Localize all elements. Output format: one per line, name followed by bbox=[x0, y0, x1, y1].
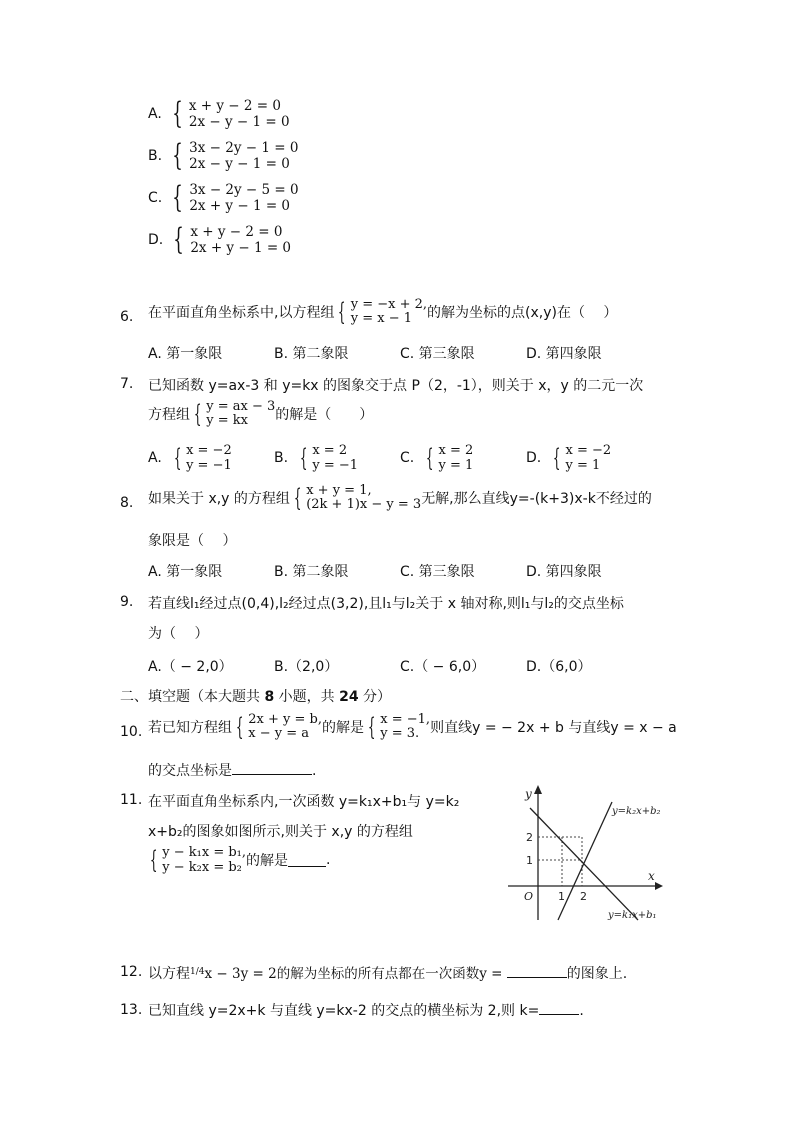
q8-option-c[interactable]: C. 第三象限 bbox=[400, 564, 475, 580]
question-text: x − 3y = 2的解为坐标的所有点都在一次函数y = bbox=[204, 966, 507, 982]
equation-line: x + y − 2 = 0 bbox=[190, 224, 283, 240]
equation-line: 2x + y = b, bbox=[248, 712, 322, 727]
equation-line: y = x − 1 bbox=[350, 311, 412, 326]
function-graph bbox=[500, 780, 680, 925]
equation-line: y = 3. bbox=[380, 726, 420, 741]
equation-line: y = 1 bbox=[565, 458, 601, 473]
q6-option-c[interactable]: C. 第三象限 bbox=[400, 346, 475, 362]
q6-option-b[interactable]: B. 第二象限 bbox=[274, 346, 349, 362]
equation-line: y = −1 bbox=[312, 458, 359, 473]
question-number: 9. bbox=[120, 594, 134, 610]
y-axis-arrow bbox=[534, 785, 542, 794]
q5-option-b[interactable]: B. { 3x − 2y − 1 = 0 2x − y − 1 = 0 bbox=[148, 138, 299, 173]
question-text: 在平面直角坐标系中,以方程组 bbox=[148, 305, 335, 321]
y-axis-label: y bbox=[525, 787, 532, 801]
x-tick-label: 2 bbox=[580, 890, 587, 903]
option-label: B. bbox=[274, 450, 289, 466]
equation-line: x = −1, bbox=[380, 712, 431, 727]
equation-line: 2x − y − 1 = 0 bbox=[189, 156, 290, 172]
q7-option-c[interactable]: C. { x = 2 y = 1 bbox=[400, 443, 474, 473]
option-label: C. bbox=[148, 190, 163, 206]
equation-line: x − y = a bbox=[248, 726, 310, 741]
q8-option-b[interactable]: B. 第二象限 bbox=[274, 564, 349, 580]
equation-line: 3x − 2y − 1 = 0 bbox=[189, 140, 299, 156]
option-label: D. bbox=[526, 450, 542, 466]
y-tick-label: 2 bbox=[526, 831, 533, 844]
question-text: 已知函数 y=ax-3 和 y=kx 的图象交于点 P（2，-1），则关于 x，y 的二元一次 bbox=[148, 378, 644, 394]
question-text: 的解是 bbox=[246, 853, 289, 869]
question-number: 13. bbox=[120, 1002, 143, 1018]
equation-line: (2k + 1)x − y = 3 bbox=[306, 497, 422, 512]
question-number: 12. bbox=[120, 964, 143, 980]
q7-option-a[interactable]: A. { x = −2 y = −1 bbox=[148, 443, 232, 473]
q8-option-d[interactable]: D. 第四象限 bbox=[526, 564, 602, 580]
equation-line: y − k₂x = b₂ bbox=[162, 860, 242, 875]
answer-blank[interactable] bbox=[232, 762, 312, 775]
equation-line: y = 1 bbox=[438, 458, 474, 473]
equation-line: 2x − y − 1 = 0 bbox=[188, 114, 290, 130]
equation-line: x + y = 1, bbox=[306, 483, 372, 498]
equation-line: 2x + y − 1 = 0 bbox=[189, 198, 291, 214]
q9-option-c[interactable]: C.（ − 6,0） bbox=[400, 659, 486, 675]
question-number: 8. bbox=[120, 495, 134, 511]
q9-option-d[interactable]: D.（6,0） bbox=[526, 659, 592, 675]
question-text: 的解为坐标的点(x,y)在（ ） bbox=[427, 305, 618, 321]
question-number: 10. bbox=[120, 724, 143, 740]
question-text: 在平面直角坐标系内,一次函数 y=k₁x+b₁与 y=k₂ bbox=[148, 794, 460, 810]
origin-label: O bbox=[524, 890, 534, 903]
equation-line: y = −1 bbox=[186, 458, 232, 473]
question-text: 若直线l₁经过点(0,4),l₂经过点(3,2),且l₁与l₂关于 x 轴对称,则l₁与l₂的交点坐标 bbox=[148, 596, 624, 612]
section-heading: 二、填空题（本大题共 8 小题，共 24 分） bbox=[120, 689, 392, 705]
equation-line: 3x − 2y − 5 = 0 bbox=[189, 182, 299, 198]
answer-blank[interactable] bbox=[507, 965, 567, 978]
option-label: C. bbox=[400, 450, 415, 466]
answer-blank[interactable] bbox=[288, 854, 326, 867]
question-number: 7. bbox=[120, 376, 134, 392]
line-k1-label: y=k₁x+b₁ bbox=[608, 910, 657, 921]
q7-option-d[interactable]: D. { x = −2 y = 1 bbox=[526, 443, 612, 473]
q9-option-a[interactable]: A.（ − 2,0） bbox=[148, 659, 233, 675]
option-label: A. bbox=[148, 106, 162, 122]
question-text: 则直线y = − 2x + b 与直线y = x − a bbox=[430, 720, 677, 736]
q5-option-c[interactable]: C. { 3x − 2y − 5 = 0 2x + y − 1 = 0 bbox=[148, 180, 299, 215]
q5-option-d[interactable]: D. { x + y − 2 = 0 2x + y − 1 = 0 bbox=[148, 222, 292, 257]
q6-option-d[interactable]: D. 第四象限 bbox=[526, 346, 602, 362]
question-number: 6. bbox=[120, 309, 134, 325]
question-text: 若已知方程组 bbox=[148, 720, 232, 736]
q7-option-b[interactable]: B. { x = 2 y = −1 bbox=[274, 443, 359, 473]
y-tick-label: 1 bbox=[526, 854, 533, 867]
question-text: 已知直线 y=2x+k 与直线 y=kx-2 的交点的横坐标为 2,则 k= bbox=[148, 1003, 540, 1019]
equation-line: x = 2 bbox=[438, 443, 474, 458]
question-text: 的解是 bbox=[322, 720, 364, 736]
question-text: 的交点坐标是 bbox=[148, 763, 232, 779]
equation-line: 2x + y − 1 = 0 bbox=[190, 240, 292, 256]
option-label: B. bbox=[148, 148, 163, 164]
answer-blank[interactable] bbox=[539, 1002, 579, 1015]
option-label: A. bbox=[148, 450, 162, 466]
equation-line: y − k₁x = b₁, bbox=[162, 845, 247, 860]
q8-option-a[interactable]: A. 第一象限 bbox=[148, 564, 223, 580]
equation-line: x = 2 bbox=[312, 443, 348, 458]
option-label: D. bbox=[148, 232, 164, 248]
question-text: 的解是（ ） bbox=[275, 407, 374, 423]
q9-option-b[interactable]: B.（2,0） bbox=[274, 659, 339, 675]
x-tick-label: 1 bbox=[558, 890, 565, 903]
question-text: 如果关于 x,y 的方程组 bbox=[148, 491, 290, 507]
equation-line: x = −2 bbox=[186, 443, 232, 458]
question-text: x+b₂的图象如图所示,则关于 x,y 的方程组 bbox=[148, 824, 413, 840]
equation-line: y = ax − 3 bbox=[206, 399, 276, 414]
line-k2-label: y=k₂x+b₂ bbox=[612, 806, 661, 817]
equation-line: y = kx bbox=[206, 413, 248, 428]
question-text: 的图象上. bbox=[566, 966, 628, 982]
question-text: 为（ ） bbox=[148, 626, 209, 642]
question-number: 11. bbox=[120, 792, 143, 808]
question-text: 无解,那么直线y=-(k+3)x-k不经过的 bbox=[421, 491, 652, 507]
x-axis-arrow bbox=[655, 882, 663, 890]
equation-line: x = −2 bbox=[565, 443, 612, 458]
question-text: 方程组 bbox=[148, 407, 190, 423]
equation-line: y = −x + 2, bbox=[350, 297, 428, 312]
x-axis-label: x bbox=[648, 869, 655, 883]
q5-option-a[interactable]: A. { x + y − 2 = 0 2x − y − 1 = 0 bbox=[148, 96, 290, 131]
question-text: 以方程 bbox=[148, 966, 190, 982]
equation-line: x + y − 2 = 0 bbox=[188, 98, 281, 114]
question-text: 象限是（ ） bbox=[148, 533, 237, 549]
fraction: 1/4 bbox=[190, 967, 205, 977]
q6-option-a[interactable]: A. 第一象限 bbox=[148, 346, 223, 362]
